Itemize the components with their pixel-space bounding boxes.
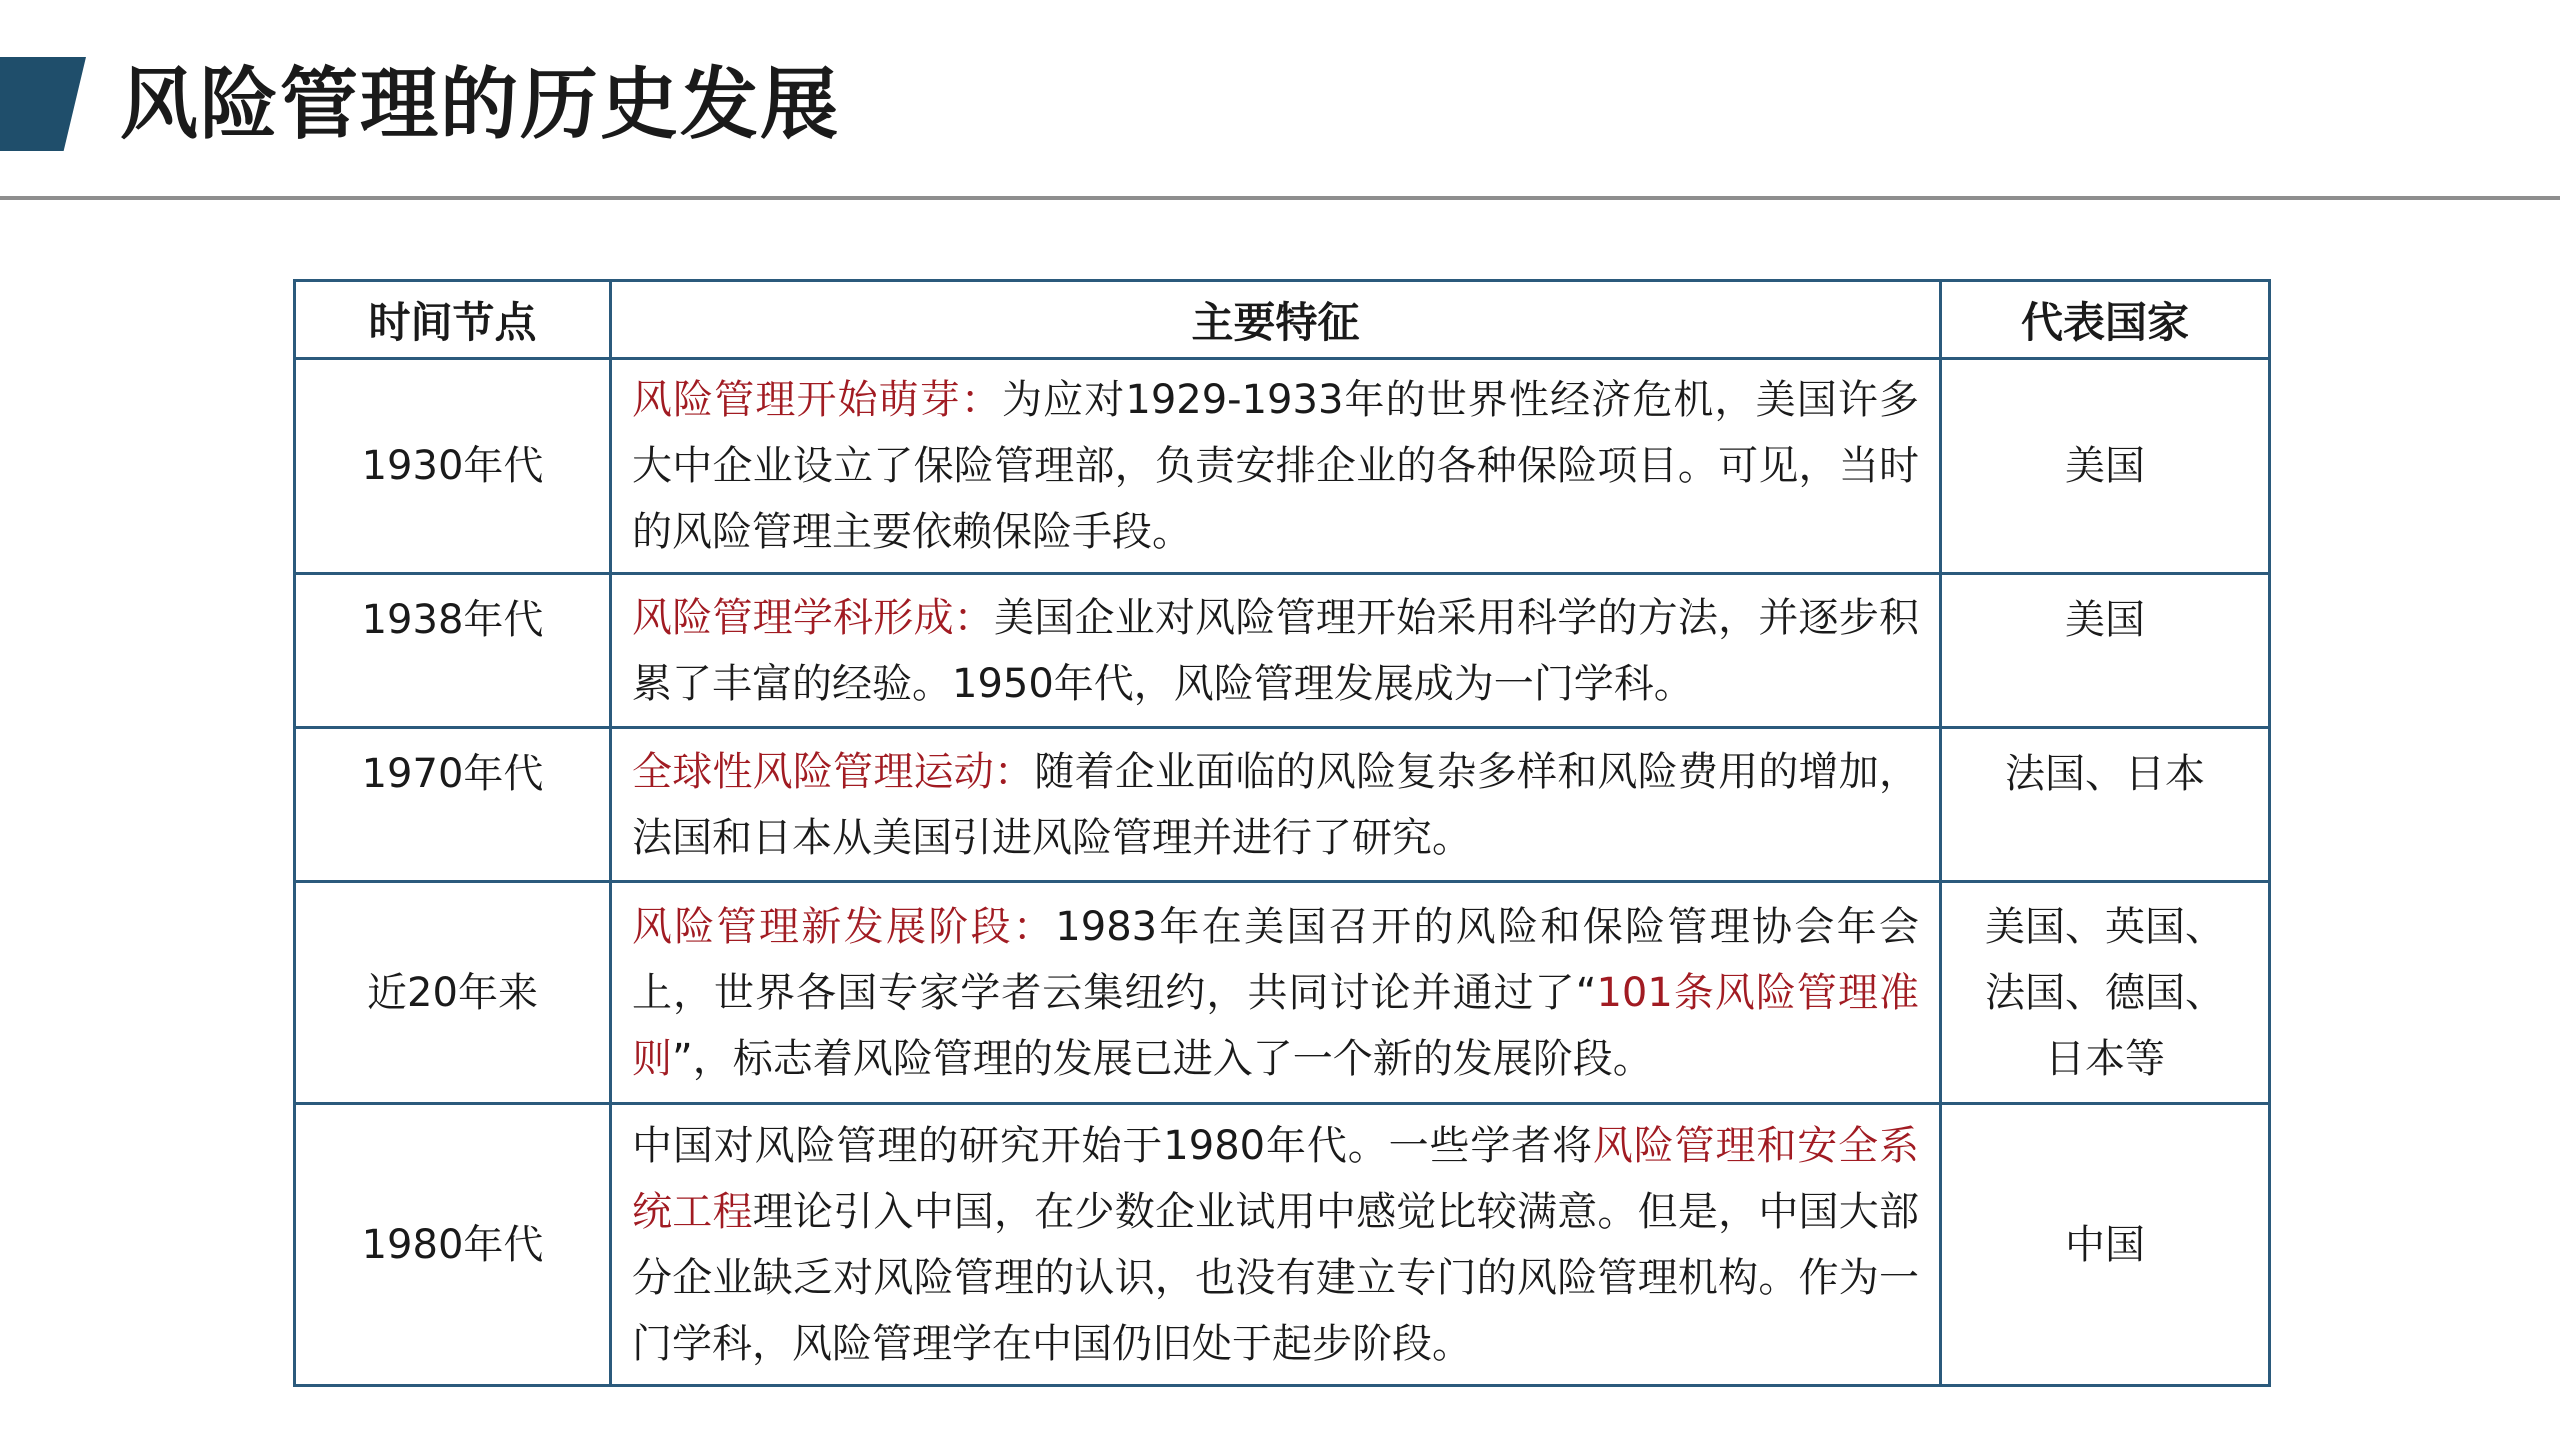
header-time: 时间节点: [295, 281, 611, 359]
history-table: [293, 279, 2271, 1387]
country-cell: 美国: [1941, 574, 2270, 728]
description-cell: [611, 359, 1941, 574]
table-row: [295, 574, 2270, 728]
table-row: [295, 1104, 2270, 1386]
highlight-text: 风险管理学科形成：: [632, 594, 995, 641]
header-features: 主要特征: [611, 281, 1941, 359]
time-cell: 近20年来: [295, 882, 611, 1104]
title-divider: [0, 196, 2560, 200]
country-cell: 法国、日本: [1941, 728, 2270, 882]
table-row: [295, 728, 2270, 882]
header-country: 代表国家: [1941, 281, 2270, 359]
highlight-text: 风险管理新发展阶段：: [632, 903, 1056, 950]
body-text: 美国企业对风险管理开始采用科学的方法，并逐步积累了丰富的经验。1950年代，风险管理发展成为一门学科。: [632, 594, 1920, 707]
body-text: 为应对1929-1933年的世界性经济危机，美国许多大中企业设立了保险管理部，负责安排企业的各种保险项目。可见，当时的风险管理主要依赖保险手段。: [632, 377, 1919, 555]
country-cell: 美国、英国、法国、德国、日本等: [1941, 882, 2270, 1104]
highlight-text: 全球性风险管理运动：: [632, 748, 1035, 795]
country-cell: 美国: [1941, 359, 2270, 574]
description-cell: [611, 1104, 1941, 1386]
time-cell: 1938年代: [295, 574, 611, 728]
body-text: 理论引入中国，在少数企业试用中感觉比较满意。但是，中国大部分企业缺乏对风险管理的认识，也没有建立专门的风险管理机构。作为一门学科，风险管理学在中国仍旧处于起步阶段。: [632, 1188, 1920, 1367]
highlight-text: 风险管理开始萌芽：: [632, 377, 1003, 423]
time-cell: 1970年代: [295, 728, 611, 882]
title-accent-bar: [0, 57, 86, 151]
description-cell: [611, 882, 1941, 1104]
highlight-text: 101条风险管理准则: [632, 969, 1919, 1082]
highlight-text: 风险管理和安全系统工程: [632, 1122, 1920, 1235]
page-title: 风险管理的历史发展: [120, 59, 841, 150]
description-cell: [611, 728, 1941, 882]
country-cell: 中国: [1941, 1104, 2270, 1386]
table-row: [295, 359, 2270, 574]
body-text: 随着企业面临的风险复杂多样和风险费用的增加，法国和日本从美国引进风险管理并进行了研究。: [632, 748, 1920, 861]
body-text: ”，标志着风险管理的发展已进入了一个新的发展阶段。: [672, 1035, 1653, 1082]
body-text: 中国对风险管理的研究开始于1980年代。一些学者将: [632, 1122, 1593, 1169]
time-cell: 1930年代: [295, 359, 611, 574]
time-cell: 1980年代: [295, 1104, 611, 1386]
table-row: [295, 882, 2270, 1104]
description-cell: [611, 574, 1941, 728]
table-header-row: [295, 281, 2270, 359]
body-text: 1983年在美国召开的风险和保险管理协会年会上，世界各国专家学者云集纽约，共同讨论并通过了“: [632, 903, 1920, 1016]
